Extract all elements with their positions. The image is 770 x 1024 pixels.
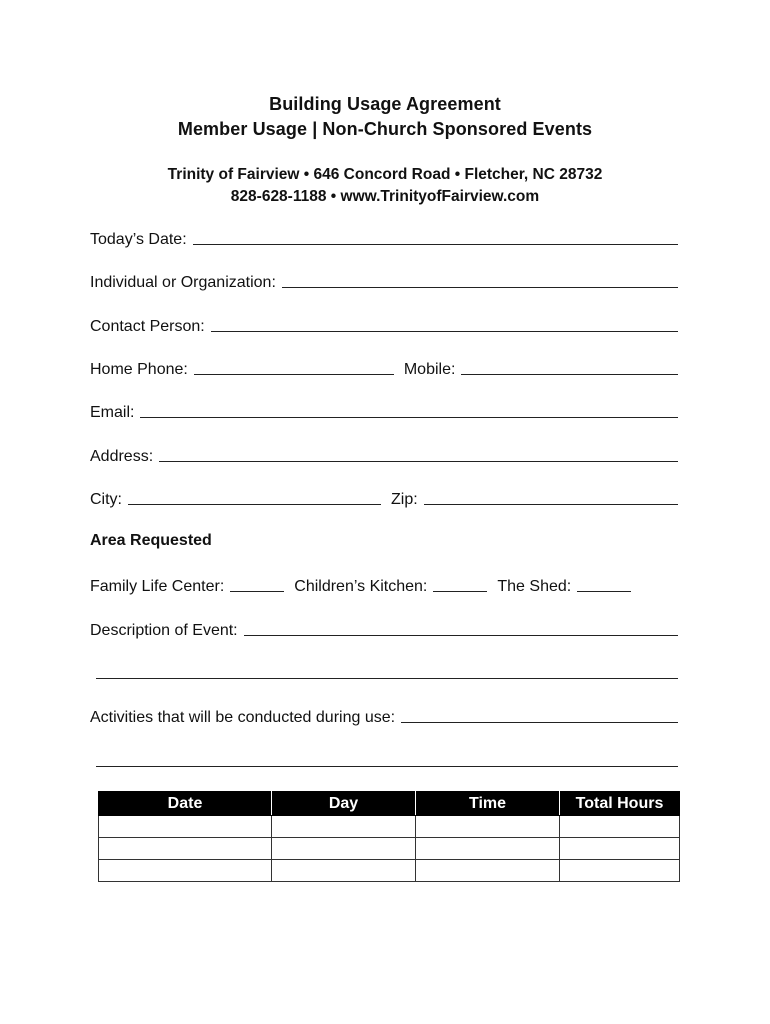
day-cell[interactable] [272,860,416,882]
schedule-header-row [99,792,680,816]
todays-date-row [90,227,678,249]
table-row [99,860,680,882]
city-field[interactable] [128,489,381,505]
total-hours-column-header: Total Hours [560,792,680,816]
table-row [99,838,680,860]
todays-date-field[interactable] [193,229,678,245]
contact-person-row [90,314,678,336]
form-title: Building Usage Agreement [269,94,501,114]
zip-field[interactable] [424,489,678,505]
the-shed-field[interactable] [577,576,631,592]
individual-org-label: Individual or Organization: [90,274,276,291]
description-field[interactable] [244,620,678,636]
day-column-header: Day [272,792,416,816]
city-zip-row [90,487,678,509]
description-row-2 [96,661,678,683]
contact-person-label: Contact Person: [90,318,205,335]
childrens-kitchen-field[interactable] [433,576,487,592]
email-label: Email: [90,404,135,421]
family-life-center-label: Family Life Center: [90,578,225,595]
address-label: Address: [90,448,154,465]
form-subtitle: Member Usage | Non-Church Sponsored Events [177,119,593,139]
address-row [90,444,678,466]
todays-date-label: Today’s Date: [90,231,187,248]
activities-row-2 [96,749,678,771]
date-cell[interactable] [99,860,272,882]
date-cell[interactable] [99,816,272,838]
church-address: Trinity of Fairview • 646 Concord Road • Fletcher, NC 28732 [167,166,603,183]
description-label: Description of Event: [90,622,238,639]
time-column-header: Time [416,792,560,816]
email-field[interactable] [140,402,678,418]
church-contact: 828-628-1188 • www.TrinityofFairview.com [230,188,540,205]
home-phone-label: Home Phone: [90,361,188,378]
the-shed-label: The Shed: [497,578,572,595]
date-cell[interactable] [99,838,272,860]
table-row [99,816,680,838]
total-hours-cell[interactable] [560,816,680,838]
individual-org-row [90,270,678,292]
contact-person-field[interactable] [211,316,678,332]
area-requested-heading: Area Requested [90,532,212,549]
total-hours-cell[interactable] [560,838,680,860]
individual-org-field[interactable] [282,272,678,288]
description-row [90,618,678,640]
phone-row [90,357,678,379]
email-row [90,400,678,422]
description-field-2[interactable] [96,663,678,679]
city-label: City: [90,491,122,508]
day-cell[interactable] [272,816,416,838]
mobile-label: Mobile: [403,361,456,378]
address-field[interactable] [159,446,678,462]
time-cell[interactable] [416,860,560,882]
day-cell[interactable] [272,838,416,860]
childrens-kitchen-label: Children’s Kitchen: [294,578,428,595]
time-cell[interactable] [416,838,560,860]
time-cell[interactable] [416,816,560,838]
schedule-table [98,791,680,882]
home-phone-field[interactable] [194,359,394,375]
activities-row [90,705,678,727]
activities-field[interactable] [401,707,678,723]
area-requested-row [90,574,678,596]
total-hours-cell[interactable] [560,860,680,882]
activities-label: Activities that will be conducted during use: [90,709,396,726]
activities-field-2[interactable] [96,751,678,767]
family-life-center-field[interactable] [230,576,284,592]
mobile-field[interactable] [461,359,678,375]
zip-label: Zip: [391,491,418,508]
date-column-header: Date [99,792,272,816]
